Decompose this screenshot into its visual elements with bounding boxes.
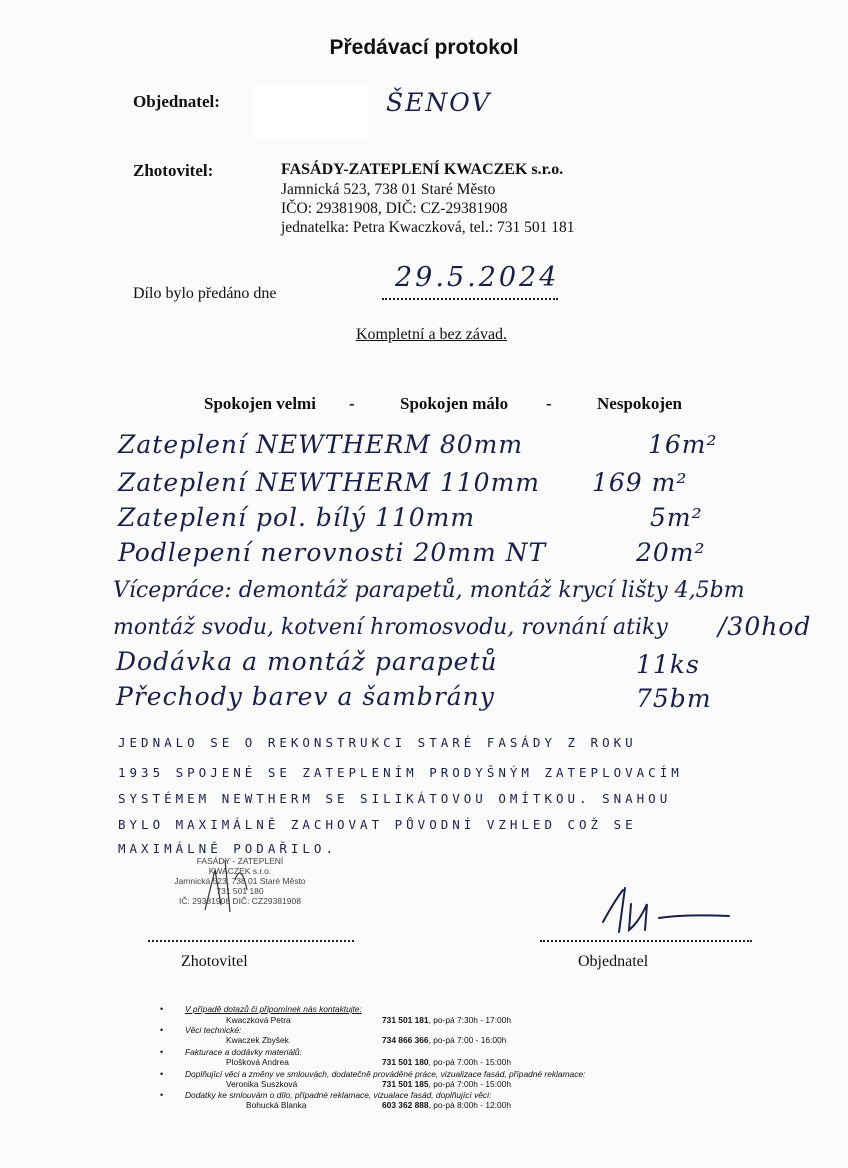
stamp-signature-scribble: [175, 850, 295, 920]
work-item-desc: Podlepení nerovnosti 20mm NT: [118, 538, 547, 567]
signature-icon: [595, 882, 735, 942]
stamp-line: 731 501 180: [216, 886, 264, 896]
date-dotted-line: [382, 298, 558, 300]
contact-name: Veronika Suszková: [226, 1079, 298, 1089]
signature-line-right: [540, 940, 752, 942]
note-line: MAXIMÁLNĚ PODAŘILO.: [118, 841, 337, 856]
contact-phone[interactable]: 603 362 888: [382, 1100, 429, 1110]
contact-hours: , po-pá 7:00 - 16:00h: [428, 1035, 507, 1045]
contact-phone[interactable]: 731 501 181: [382, 1015, 429, 1025]
contact-category: Fakturace a dodávky materiálů:: [185, 1047, 302, 1057]
page-title: Předávací protokol: [329, 36, 519, 59]
work-item-desc: Přechody barev a šambrány: [116, 682, 495, 711]
note-line: SYSTÉMEM NEWTHERM SE SILIKÁTOVOU OMÍTKOU. SNAHOU: [118, 791, 672, 806]
stamp-line: IČ: 29381908 DIČ: CZ29381908: [179, 896, 301, 906]
complete-statement: Kompletní a bez závad.: [356, 326, 508, 343]
work-item-qty: 75bm: [636, 684, 712, 713]
note-line: 1935 SPOJENÉ SE ZATEPLENÍM PRODYŠNÝM ZATEPLOVACÍM: [118, 765, 683, 780]
company-contact: jednatelka: Petra Kwaczková, tel.: 731 501 181: [281, 219, 575, 236]
note-line: JEDNALO SE O REKONSTRUKCI STARÉ FASÁDY Z ROKU: [118, 735, 637, 750]
contact-hours: , po-pá 7:30h - 17:00h: [428, 1015, 511, 1025]
satisfaction-sep-1: -: [349, 394, 355, 413]
contact-hours: , po-pá 7:00h - 15:00h: [428, 1057, 511, 1067]
contact-category: Dodatky ke smlouvám o dílo, případné reklamace, vizualace fasád, doplňující věci:: [185, 1090, 492, 1100]
signature-label-left: Zhotovitel: [181, 953, 248, 970]
work-item-desc: Vícepráce: demontáž parapetů, montáž krycí lišty 4,5bm: [113, 578, 745, 603]
work-item-desc: montáž svodu, kotvení hromosvodu, rovnání atiky: [113, 615, 668, 640]
company-ids: IČO: 29381908, DIČ: CZ-29381908: [281, 200, 508, 217]
stamp-line: KWACZEK s.r.o.: [208, 866, 272, 876]
contact-phone[interactable]: 731 501 180: [382, 1057, 429, 1067]
objednatel-label: Objednatel:: [133, 92, 220, 111]
bullet-icon: •: [160, 1069, 164, 1079]
bullet-icon: •: [160, 1004, 164, 1014]
satisfaction-not: Nespokojen: [597, 394, 683, 413]
zhotovitel-label: Zhotovitel:: [133, 161, 214, 180]
contact-name: Plošková Andrea: [226, 1057, 289, 1067]
satisfaction-little: Spokojen málo: [400, 394, 509, 413]
company-address: Jamnická 523, 738 01 Staré Město: [281, 181, 496, 198]
signature-line-left: [148, 940, 354, 942]
redaction-box: [253, 86, 368, 138]
work-item-qty: 20m²: [636, 538, 706, 567]
contact-name: Kwaczek Zbyšek: [226, 1035, 289, 1045]
handover-date: 29.5.2024: [395, 262, 560, 293]
note-line: BYLO MAXIMÁLNĚ ZACHOVAT PŮVODNÍ VZHLED COŽ SE: [118, 817, 637, 832]
signature-label-right: Objednatel: [578, 953, 649, 970]
stamp-line: FASÁDY - ZATEPLENÍ: [196, 856, 284, 866]
work-item-desc: Zateplení NEWTHERM 80mm: [118, 430, 524, 459]
stamp-line: Jamnická 523, 738 01 Staré Město: [174, 876, 306, 886]
work-item-qty: 169 m²: [592, 468, 688, 497]
contact-category: Věci technické:: [185, 1025, 242, 1035]
work-item-qty: 16m²: [648, 430, 718, 459]
contact-category: Doplňující věci a změny ve smlouvách, dodatečně prováděné práce, vizualizace fasád, případné reklamace:: [185, 1069, 586, 1079]
footer-heading: V případě dotazů či připomínek nás kontaktujte:: [185, 1004, 362, 1014]
work-item-desc: Dodávka a montáž parapetů: [116, 647, 498, 676]
contact-phone[interactable]: 731 501 185: [382, 1079, 429, 1089]
handover-label: Dílo bylo předáno dne: [133, 285, 277, 302]
satisfaction-sep-2: -: [546, 394, 552, 413]
objednatel-value: ŠENOV: [386, 88, 492, 117]
work-item-desc: Zateplení pol. bílý 110mm: [118, 503, 476, 532]
footer-contacts: [160, 1004, 680, 1111]
bullet-icon: •: [160, 1047, 164, 1057]
contact-hours: , po-pá 8:00h - 12:00h: [428, 1100, 511, 1110]
work-item-qty: 11ks: [636, 650, 700, 679]
work-item-qty: /30hod: [718, 612, 812, 641]
bullet-icon: •: [160, 1090, 164, 1100]
work-item-qty: 5m²: [650, 503, 703, 532]
contact-phone[interactable]: 734 866 366: [382, 1035, 429, 1045]
company-name: FASÁDY-ZATEPLENÍ KWACZEK s.r.o.: [281, 161, 564, 178]
contact-hours: , po-pá 7:00h - 15:00h: [428, 1079, 511, 1089]
work-item-desc: Zateplení NEWTHERM 110mm: [118, 468, 540, 497]
contact-name: Bohucká Blanka: [246, 1100, 307, 1110]
bullet-icon: •: [160, 1025, 164, 1035]
contact-name: Kwaczková Petra: [226, 1015, 291, 1025]
satisfaction-very: Spokojen velmi: [204, 394, 316, 413]
